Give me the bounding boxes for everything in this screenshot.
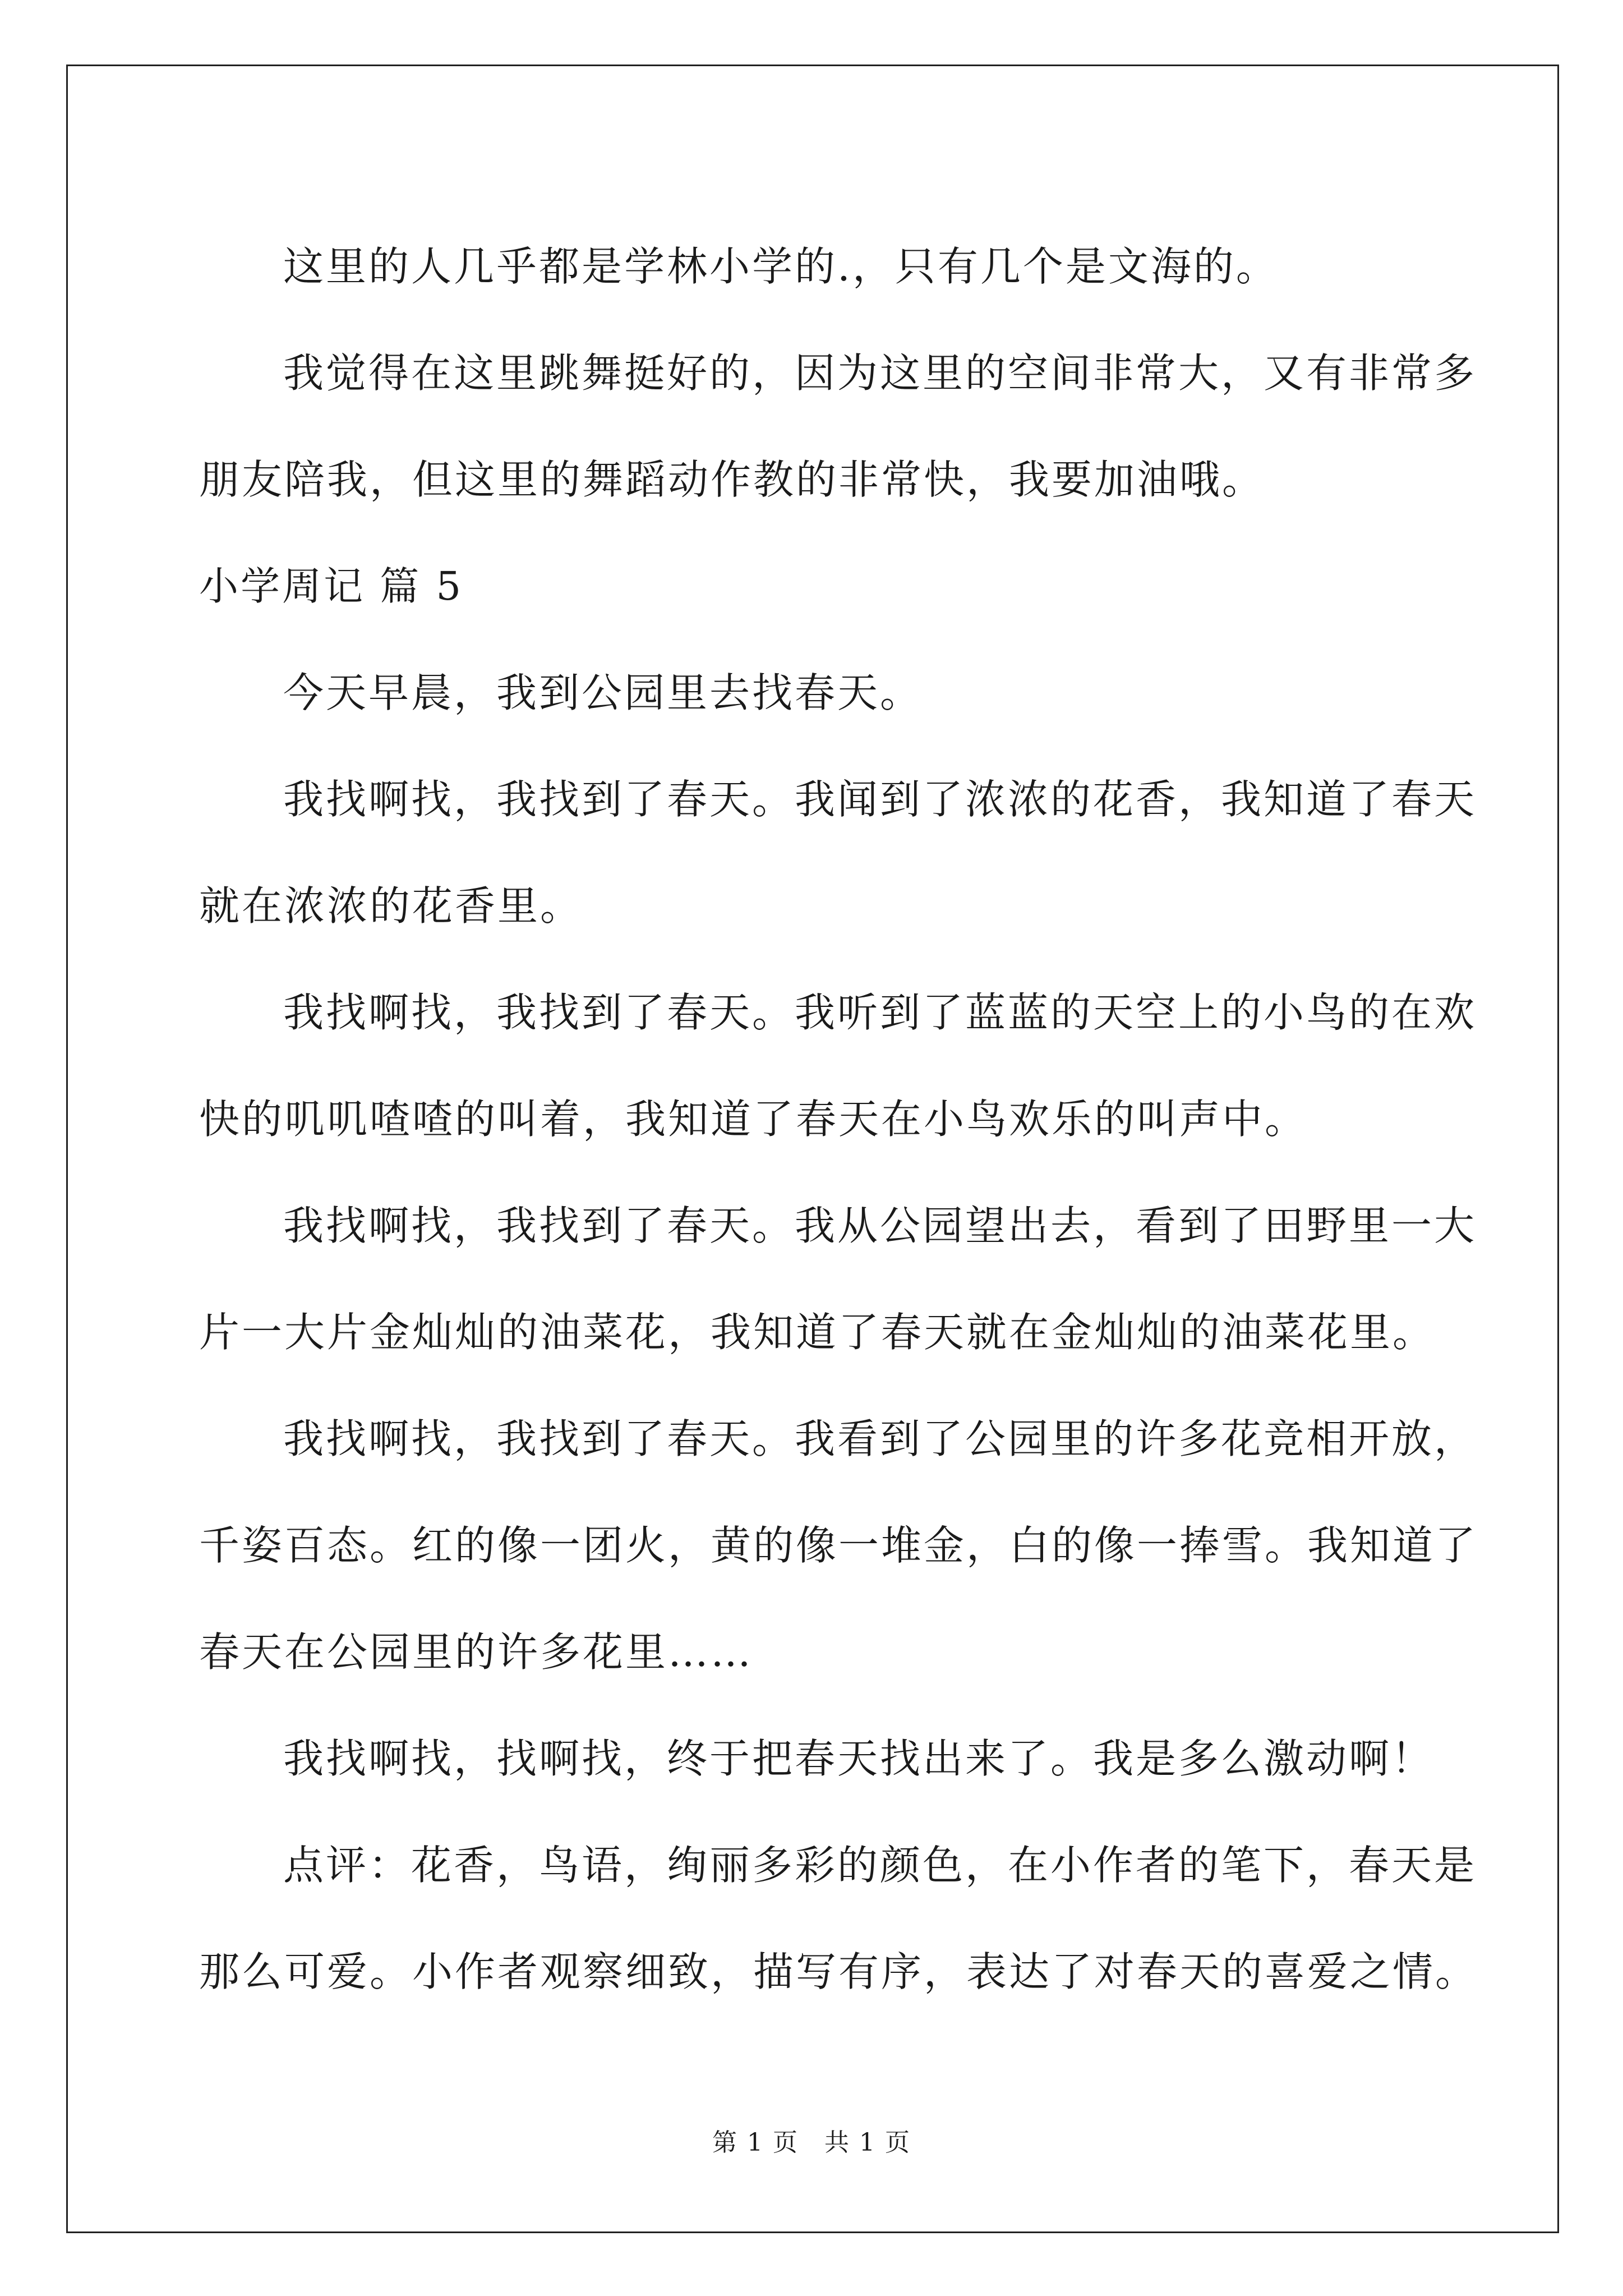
paragraph-line: 点评：花香，鸟语，绚丽多彩的颜色，在小作者的笔下，春天是 xyxy=(283,1842,1477,1889)
document-body xyxy=(199,213,1478,2025)
paragraph-line: 我找啊找，我找到了春天。我从公园望出去，看到了田野里一大 xyxy=(283,1202,1477,1249)
paragraph-line: 我觉得在这里跳舞挺好的，因为这里的空间非常大，又有非常多 xyxy=(283,349,1477,397)
paragraph-line: 我找啊找，我找到了春天。我听到了蓝蓝的天空上的小鸟的在欢 xyxy=(283,989,1477,1036)
paragraph-line: 那么可爱。小作者观察细致，描写有序，表达了对春天的喜爱之情。 xyxy=(199,1948,1478,1995)
paragraph-line: 朋友陪我，但这里的舞蹈动作教的非常快，我要加油哦。 xyxy=(199,456,1265,503)
paragraph-line: 我找啊找，我找到了春天。我闻到了浓浓的花香，我知道了春天 xyxy=(283,776,1477,823)
paragraph: 今天早晨，我到公园里去找春天。 xyxy=(283,669,923,716)
paragraph: 这里的人几乎都是学林小学的.，只有几个是文海的。 xyxy=(283,243,1279,290)
paragraph: 我找啊找，找啊找，终于把春天找出来了。我是多么激动啊！ xyxy=(283,1735,1435,1782)
section-heading: 小学周记 篇 5 xyxy=(199,563,464,609)
paragraph-line: 就在浓浓的花香里。 xyxy=(199,882,583,930)
paragraph-line: 片一大片金灿灿的油菜花，我知道了春天就在金灿灿的油菜花里。 xyxy=(199,1309,1436,1356)
paragraph-line: 千姿百态。红的像一团火，黄的像一堆金，白的像一捧雪。我知道了 xyxy=(199,1522,1478,1569)
paragraph-line: 快的叽叽喳喳的叫着，我知道了春天在小鸟欢乐的叫声中。 xyxy=(199,1096,1308,1143)
paragraph-line: 春天在公园里的许多花里…… xyxy=(199,1628,754,1676)
page-number: 第 1 页 共 1 页 xyxy=(712,2128,911,2157)
paragraph-line: 我找啊找，我找到了春天。我看到了公园里的许多花竞相开放， xyxy=(283,1415,1477,1462)
page-footer xyxy=(0,2126,1623,2160)
